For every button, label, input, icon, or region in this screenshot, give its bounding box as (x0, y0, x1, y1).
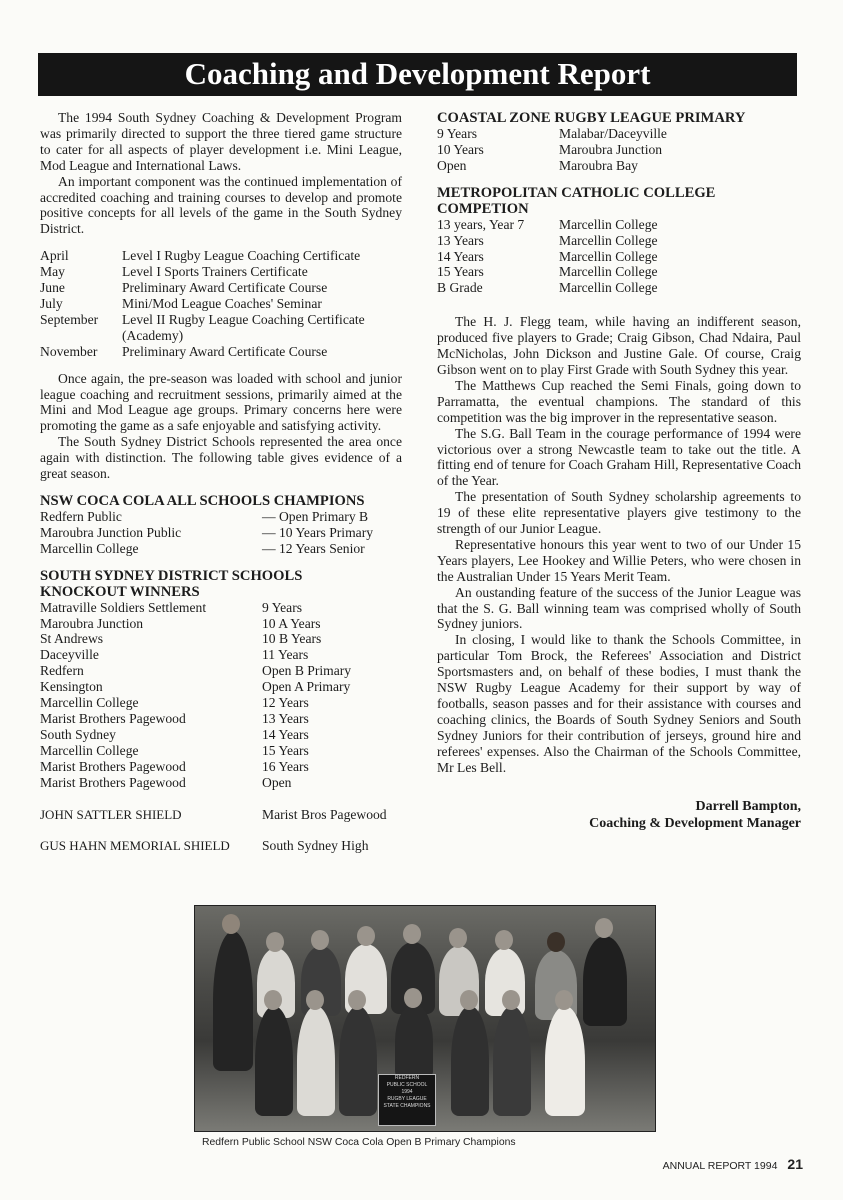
mid-paragraph-1: Once again, the pre-season was loaded with school and junior league coaching and recruitment sessions, primarily aimed at the Mini and Mod League age groups. Primary concerns here were promoting the game as a safe enjoyable and satisfying activity. (40, 370, 402, 434)
grade: Open A Primary (262, 679, 351, 695)
team-photo (194, 905, 656, 1132)
result: — 12 Years Senior (262, 540, 365, 556)
grade: 15 Years (262, 742, 309, 758)
left-column (40, 110, 402, 854)
school-name: Maroubra Junction (40, 615, 144, 631)
list-item (40, 838, 402, 854)
list-item (40, 807, 402, 823)
plaque-line: 1994 (401, 1089, 413, 1095)
school-name: Maroubra Bay (559, 157, 638, 173)
mid-paragraph-2: The South Sydney District Schools represented the area once again with distinction. The following table gives evidence of a great season. (40, 434, 402, 482)
schedule-row (40, 264, 402, 280)
list-item (40, 631, 402, 647)
list-item (40, 711, 402, 727)
schedule-row (40, 248, 402, 264)
schedule-row (40, 296, 402, 312)
list-item (437, 280, 801, 296)
schedule-month: November (40, 343, 98, 359)
schedule-month: September (40, 311, 99, 327)
champions-heading: NSW COCA COLA ALL SCHOOLS CHAMPIONS (40, 492, 365, 509)
schedule-course: Preliminary Award Certificate Course (122, 343, 328, 359)
schedule-month: July (40, 295, 63, 311)
champions-list (40, 509, 402, 557)
shield-winner: South Sydney High (262, 838, 369, 854)
grade: 10 A Years (262, 615, 321, 631)
school-name: Malabar/Daceyville (559, 126, 667, 141)
page-number: 21 (787, 1156, 803, 1172)
grade: 16 Years (262, 758, 309, 774)
body-paragraph: In closing, I would like to thank the Schools Committee, in particular Tom Brock, the Referees' Association and District Sportsmasters and, on behalf of these bodies, I must thank the NSW Rugby League Academy for their support by way of footballs, season passes and for their assistance with courses and coaching clinics, the Boards of South Sydney Seniors and South Sydney Juniors for their contribution of jerseys, ground hire and referees' expenses. Also the Chairman of the Schools Committee, Mr Les Bell. (437, 632, 801, 775)
list-item (40, 509, 402, 525)
list-item (437, 264, 801, 280)
school-name: Marcellin College (559, 216, 658, 232)
schedule-course: Level I Sports Trainers Certificate (122, 264, 308, 280)
list-item (40, 525, 402, 541)
body-paragraph: The Matthews Cup reached the Semi Finals, going down to Parramatta, the eventual champions. The standard of this competition was the big improver in the representative season. (437, 377, 801, 425)
shields-list (40, 807, 402, 855)
list-item (40, 759, 402, 775)
body-paragraph: The presentation of South Sydney scholarship agreements to 19 of these elite representative players give testimony to the strength of our Junior League. (437, 489, 801, 537)
school-name: Marcellin College (559, 232, 658, 248)
plaque-line: STATE CHAMPIONS (383, 1103, 431, 1109)
page-title: Coaching and Development Report (38, 53, 797, 96)
list-item (40, 679, 402, 695)
shield-name: JOHN SATTLER SHIELD (40, 806, 182, 822)
plaque-line: RUGBY LEAGUE (387, 1096, 427, 1102)
age-group: 14 Years (437, 248, 484, 264)
age-group: 13 Years (437, 232, 484, 248)
course-schedule (40, 248, 402, 359)
shield-name: GUS HAHN MEMORIAL SHIELD (40, 838, 230, 854)
grade: 12 Years (262, 695, 309, 711)
result: — Open Primary B (262, 508, 369, 524)
footer-label: ANNUAL REPORT 1994 (662, 1160, 778, 1172)
list-item (40, 600, 402, 616)
grade: Open (262, 774, 292, 790)
school-name: Marcellin College (40, 742, 139, 758)
school-name: Marcellin College (40, 695, 139, 711)
schedule-row (40, 280, 402, 296)
body-paragraph: The S.G. Ball Team in the courage performance of 1994 were victorious over a strong Newcastle team to take out the title. A fitting end of tenure for Coach Graham Hill, Representative Coach of the Year. (437, 425, 801, 489)
school-name: St Andrews (40, 631, 104, 647)
list-item (437, 158, 801, 174)
metro-heading-2: COMPETION (437, 200, 529, 217)
list-item (40, 727, 402, 743)
age-group: 10 Years (437, 141, 484, 157)
list-item (40, 663, 402, 679)
school-name: Marcellin College (40, 540, 139, 556)
grade: 10 B Years (262, 631, 322, 647)
schedule-course: Mini/Mod League Coaches' Seminar (122, 295, 322, 311)
knockout-heading-2: KNOCKOUT WINNERS (40, 583, 200, 600)
list-item (40, 743, 402, 759)
age-group: 15 Years (437, 264, 484, 280)
school-name: Marcellin College (559, 264, 658, 280)
list-item (437, 217, 801, 233)
intro-paragraph-2: An important component was the continued implementation of accredited coaching and training courses to develop and promote positive concepts for all levels of the game in the South Sydney District. (40, 173, 402, 237)
schedule-month: April (40, 248, 69, 264)
knockout-list (40, 600, 402, 791)
body-paragraph: An oustanding feature of the success of the Junior League was that the S. G. Ball winning team was comprised wholly of South Sydney juniors. (437, 584, 801, 632)
photo-caption: Redfern Public School NSW Coca Cola Open B Primary Champions (202, 1137, 516, 1148)
knockout-heading: SOUTH SYDNEY DISTRICT SCHOOLS (40, 567, 303, 584)
school-name: Marcellin College (559, 280, 658, 296)
coastal-list (437, 126, 801, 174)
list-item (437, 142, 801, 158)
list-item (40, 775, 402, 791)
list-item (40, 616, 402, 632)
grade: 9 Years (262, 599, 303, 615)
school-name: Kensington (40, 679, 103, 695)
body-paragraph: The H. J. Flegg team, while having an indifferent season, produced five players to Grade; Craig Gibson, Chad Ndaira, Paul McNicholas, John Dickson and Justine Gale. Of course, Craig Gibson went on to play First Grade with South Sydney this year. (437, 314, 801, 377)
trophy-plaque (378, 1074, 436, 1126)
body-paragraph: Representative honours this year went to two of our Under 15 Years players, Lee Hookey and Willie Peters, who were chosen in the Australian Under 15 Years Merit Team. (437, 536, 801, 584)
schedule-course: Level I Rugby League Coaching Certificate (122, 248, 361, 264)
age-group: 13 years, Year 7 (437, 216, 525, 232)
age-group: 9 Years (437, 126, 478, 141)
grade: 13 Years (262, 711, 309, 726)
age-group: Open (437, 157, 467, 173)
schedule-course: Level II Rugby League Coaching Certificate (Academy) (122, 311, 365, 343)
list-item (437, 126, 801, 142)
school-name: Marist Brothers Pagewood (40, 758, 186, 774)
school-name: Marist Brothers Pagewood (40, 774, 186, 790)
metro-list (437, 217, 801, 297)
list-item (40, 541, 402, 557)
school-name: Daceyville (40, 647, 99, 663)
school-name: Redfern Public (40, 508, 122, 524)
school-name: Maroubra Junction Public (40, 524, 182, 540)
schedule-month: May (40, 264, 65, 280)
list-item (40, 647, 402, 663)
school-name: Maroubra Junction (559, 141, 663, 157)
school-name: South Sydney (40, 726, 116, 742)
list-item (40, 695, 402, 711)
schedule-row (40, 344, 402, 360)
plaque-line: REDFERN (394, 1075, 420, 1081)
list-item (437, 233, 801, 249)
grade: Open B Primary (262, 663, 352, 679)
metro-heading: METROPOLITAN CATHOLIC COLLEGE (437, 184, 716, 201)
school-name: Marist Brothers Pagewood (40, 711, 186, 726)
schedule-month: June (40, 280, 65, 296)
grade: 11 Years (262, 647, 309, 663)
grade: 14 Years (262, 726, 309, 742)
plaque-line: PUBLIC SCHOOL (386, 1082, 428, 1088)
shield-winner: Marist Bros Pagewood (262, 806, 387, 822)
coastal-heading: COASTAL ZONE RUGBY LEAGUE PRIMARY (437, 110, 746, 126)
schedule-course: Preliminary Award Certificate Course (122, 280, 328, 296)
result: — 10 Years Primary (262, 524, 374, 540)
intro-paragraph-1: The 1994 South Sydney Coaching & Development Program was primarily directed to support the three tiered game structure to cater for all aspects of player development i.e. Mini League, Mod League and International Laws. (40, 110, 402, 173)
page-footer (663, 1156, 803, 1172)
signature-name: Darrell Bampton, (695, 798, 801, 814)
signature-title: Coaching & Development Manager (589, 815, 801, 831)
schedule-row (40, 312, 402, 344)
school-name: Matraville Soldiers Settlement (40, 599, 207, 615)
school-name: Redfern (40, 663, 84, 679)
age-group: B Grade (437, 280, 483, 296)
list-item (437, 249, 801, 265)
right-column (437, 110, 801, 832)
school-name: Marcellin College (559, 248, 658, 264)
